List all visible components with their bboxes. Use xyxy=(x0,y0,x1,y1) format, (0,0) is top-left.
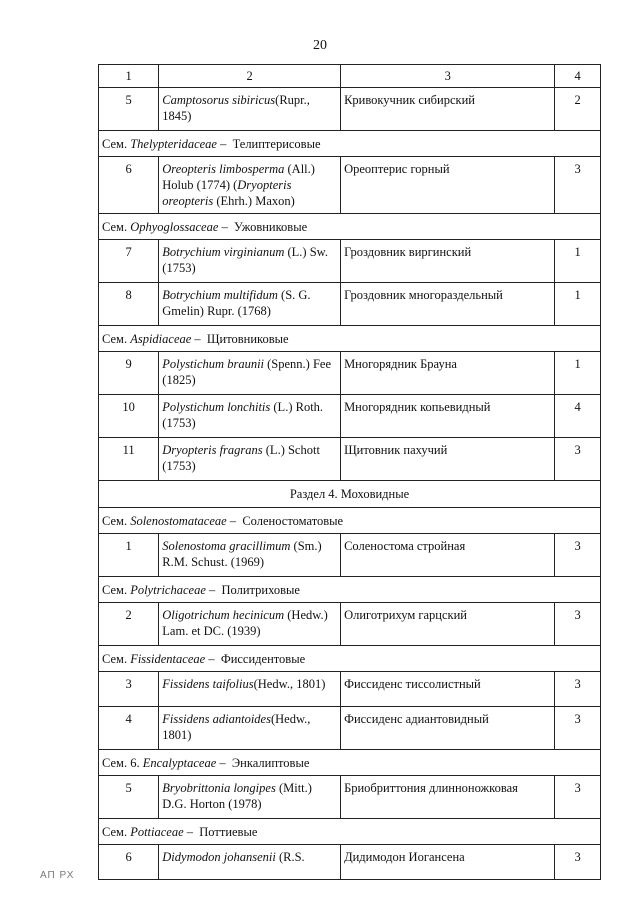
species-russian-name: Бриобриттония длинноножковая xyxy=(341,776,555,819)
species-number: 1 xyxy=(99,534,159,577)
family-russian-name: Поттиевые xyxy=(199,824,258,839)
family-latin-name: Pottiaceae xyxy=(130,824,184,839)
species-authority: (R.S. xyxy=(275,850,305,864)
family-russian-name: Энкалиптовые xyxy=(231,755,310,770)
family-row xyxy=(99,750,601,776)
family-label xyxy=(99,326,601,352)
species-scientific-name xyxy=(159,88,341,131)
species-number: 5 xyxy=(99,88,159,131)
species-scientific-name xyxy=(159,672,341,707)
species-authority: (Hedw., 1801) xyxy=(253,677,326,691)
species-latin-binomial: Didymodon johansenii xyxy=(162,850,276,864)
species-scientific-name xyxy=(159,240,341,283)
species-authority: (L.) Schott (1753) xyxy=(162,443,320,473)
species-number: 4 xyxy=(99,707,159,750)
species-table xyxy=(98,64,601,880)
table-row xyxy=(99,240,601,283)
species-category: 3 xyxy=(555,603,601,646)
family-latin-name: Encalyptaceae xyxy=(142,755,217,770)
page-number: 20 xyxy=(313,38,327,53)
table-row xyxy=(99,776,601,819)
table-row xyxy=(99,845,601,880)
table-row xyxy=(99,534,601,577)
species-authority: (S. G. Gmelin) Rupr. (1768) xyxy=(162,288,311,318)
family-russian-name: Фиссидентовые xyxy=(220,651,306,666)
family-separator: – xyxy=(183,824,200,839)
species-category: 4 xyxy=(555,395,601,438)
family-row xyxy=(99,326,601,352)
family-separator: – xyxy=(216,136,233,151)
table-row xyxy=(99,603,601,646)
species-latin-binomial: Polystichum lonchitis xyxy=(162,400,271,414)
family-latin-name: Solenostomataceae xyxy=(130,513,227,528)
table-row xyxy=(99,88,601,131)
species-number: 8 xyxy=(99,283,159,326)
species-latin-binomial: Bryobrittonia longipes xyxy=(162,781,276,795)
species-latin-binomial: Botrychium multifidum xyxy=(162,288,278,302)
species-number: 9 xyxy=(99,352,159,395)
family-separator: – xyxy=(205,582,222,597)
species-category: 1 xyxy=(555,240,601,283)
table-row xyxy=(99,283,601,326)
species-latin-binomial: Solenostoma gracillimum xyxy=(162,539,291,553)
species-category: 3 xyxy=(555,672,601,707)
species-authority: (L.) Roth. (1753) xyxy=(162,400,324,430)
species-category: 3 xyxy=(555,438,601,481)
species-category: 1 xyxy=(555,352,601,395)
header-col-1: 1 xyxy=(99,65,159,88)
species-latin-binomial: Oligotrichum hecinicum xyxy=(162,608,285,622)
family-label xyxy=(99,131,601,157)
family-russian-name: Соленостоматовые xyxy=(242,513,344,528)
species-russian-name: Многорядник Брауна xyxy=(341,352,555,395)
species-number: 2 xyxy=(99,603,159,646)
species-scientific-name xyxy=(159,776,341,819)
family-prefix: Сем. xyxy=(102,136,131,151)
family-label xyxy=(99,819,601,845)
species-russian-name: Щитовник пахучий xyxy=(341,438,555,481)
species-russian-name: Многорядник копьевидный xyxy=(341,395,555,438)
species-number: 5 xyxy=(99,776,159,819)
family-row xyxy=(99,646,601,672)
family-russian-name: Ужовниковые xyxy=(234,219,308,234)
species-category: 1 xyxy=(555,283,601,326)
species-authority: (Spenn.) Fee (1825) xyxy=(162,357,332,387)
species-scientific-name xyxy=(159,845,341,880)
species-latin-binomial: Fissidens taifolius xyxy=(162,677,254,691)
species-number: 3 xyxy=(99,672,159,707)
header-col-2: 2 xyxy=(159,65,341,88)
species-latin-binomial: Camptosorus sibiricus xyxy=(162,93,276,107)
species-authority: (Hedw., 1801) xyxy=(162,712,311,742)
table-row xyxy=(99,438,601,481)
species-scientific-name xyxy=(159,395,341,438)
family-latin-name: Aspidiaceae xyxy=(130,331,192,346)
species-authority: (Sm.) R.M. Schust. (1969) xyxy=(162,539,322,569)
species-scientific-name: Oreopteris limbosperma (All.) Holub (1774) (Dryopteris oreopteris (Ehrh.) Maxon) xyxy=(159,157,341,214)
section-title: Раздел 4. Моховидные xyxy=(99,481,601,508)
species-number: 11 xyxy=(99,438,159,481)
species-russian-name: Кривокучник сибирский xyxy=(341,88,555,131)
family-prefix: Сем. 6. xyxy=(102,755,143,770)
species-number: 6 xyxy=(99,845,159,880)
table-row xyxy=(99,395,601,438)
family-latin-name: Fissidentaceae xyxy=(130,651,206,666)
species-category: 3 xyxy=(555,707,601,750)
family-latin-name: Ophyoglossaceae xyxy=(130,219,219,234)
species-authority: (Hedw.) Lam. et DC. (1939) xyxy=(162,608,328,638)
family-russian-name: Телиптерисовые xyxy=(232,136,321,151)
species-scientific-name xyxy=(159,438,341,481)
family-label xyxy=(99,214,601,240)
table-row xyxy=(99,157,601,214)
species-category: 2 xyxy=(555,88,601,131)
family-prefix: Сем. xyxy=(102,824,131,839)
species-russian-name: Дидимодон Иогансена xyxy=(341,845,555,880)
family-prefix: Сем. xyxy=(102,582,131,597)
family-prefix: Сем. xyxy=(102,651,131,666)
family-separator: – xyxy=(216,755,232,770)
species-scientific-name xyxy=(159,603,341,646)
species-russian-name: Олиготрихум гарцский xyxy=(341,603,555,646)
species-number: 10 xyxy=(99,395,159,438)
species-scientific-name xyxy=(159,283,341,326)
species-authority: (Mitt.) D.G. Horton (1978) xyxy=(162,781,312,811)
species-authority: (Rupr., 1845) xyxy=(162,93,310,123)
header-col-4: 4 xyxy=(555,65,601,88)
species-scientific-name xyxy=(159,352,341,395)
family-separator: – xyxy=(218,219,234,234)
family-row xyxy=(99,508,601,534)
species-category: 3 xyxy=(555,157,601,214)
family-label xyxy=(99,577,601,603)
family-separator: – xyxy=(191,331,207,346)
species-latin-binomial: Polystichum braunii xyxy=(162,357,265,371)
species-authority: (L.) Sw. (1753) xyxy=(162,245,329,275)
family-label xyxy=(99,646,601,672)
family-separator: – xyxy=(205,651,221,666)
species-russian-name: Фиссиденс адиантовидный xyxy=(341,707,555,750)
species-category: 3 xyxy=(555,776,601,819)
species-category: 3 xyxy=(555,845,601,880)
footer-stamp: АП РХ xyxy=(40,870,75,881)
header-col-3: 3 xyxy=(341,65,555,88)
family-row xyxy=(99,131,601,157)
family-separator: – xyxy=(226,513,243,528)
table-row xyxy=(99,352,601,395)
family-row xyxy=(99,577,601,603)
family-russian-name: Политриховые xyxy=(221,582,300,597)
species-russian-name: Ореоптерис горный xyxy=(341,157,555,214)
species-latin-binomial: Dryopteris fragrans xyxy=(162,443,263,457)
family-label xyxy=(99,508,601,534)
family-prefix: Сем. xyxy=(102,513,131,528)
family-row xyxy=(99,819,601,845)
table-row xyxy=(99,672,601,707)
table-row xyxy=(99,707,601,750)
table-header-row xyxy=(99,65,601,88)
family-row xyxy=(99,214,601,240)
species-russian-name: Фиссиденс тиссолистный xyxy=(341,672,555,707)
species-russian-name: Гроздовник виргинский xyxy=(341,240,555,283)
family-prefix: Сем. xyxy=(102,219,131,234)
species-latin-binomial: Fissidens adiantoides xyxy=(162,712,271,726)
family-russian-name: Щитовниковые xyxy=(206,331,289,346)
species-number: 6 xyxy=(99,157,159,214)
section-row xyxy=(99,481,601,508)
species-category: 3 xyxy=(555,534,601,577)
species-russian-name: Гроздовник многораздельный xyxy=(341,283,555,326)
species-scientific-name xyxy=(159,707,341,750)
species-scientific-name xyxy=(159,534,341,577)
species-number: 7 xyxy=(99,240,159,283)
family-prefix: Сем. xyxy=(102,331,131,346)
family-latin-name: Polytrichaceae xyxy=(130,582,206,597)
species-russian-name: Соленостома стройная xyxy=(341,534,555,577)
species-latin-binomial: Botrychium virginianum xyxy=(162,245,285,259)
species-table-body xyxy=(99,65,601,880)
family-label xyxy=(99,750,601,776)
family-latin-name: Thelypteridaceae xyxy=(130,136,217,151)
